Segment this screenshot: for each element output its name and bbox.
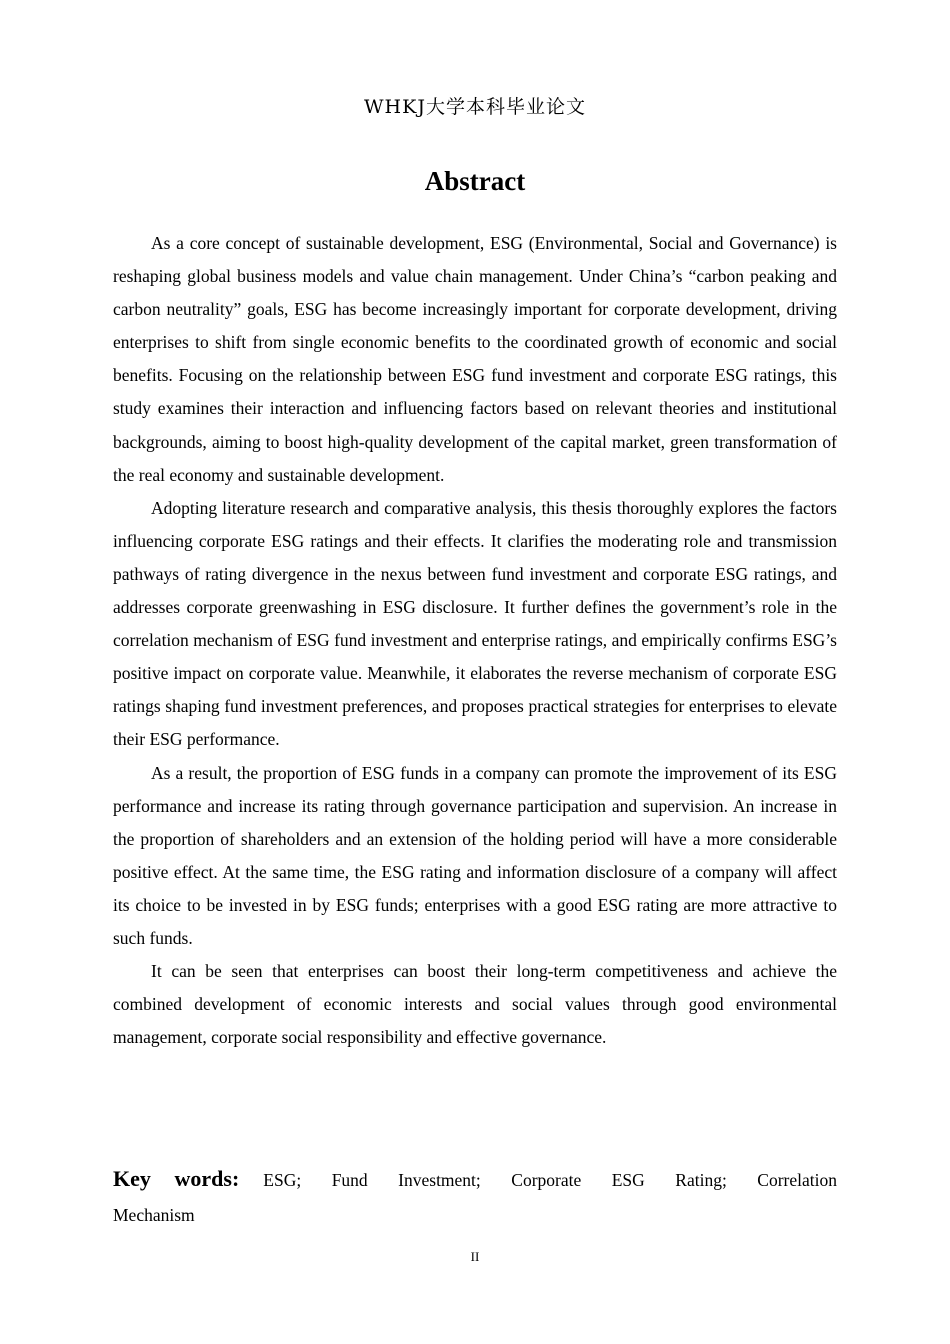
abstract-body <box>113 227 837 1054</box>
abstract-paragraph-1: As a core concept of sustainable development, ESG (Environmental, Social and Governance) is reshaping global business models and value chain management. Under China’s “carbon peaking and carbon neutrality” goals, ESG has become increasingly important for corporate development, driving enterprises to shift from single economic benefits to the coordinated growth of economic and social benefits. Focusing on the relationship between ESG fund investment and corporate ESG ratings, this study examines their interaction and influencing factors based on relevant theories and institutional backgrounds, aiming to boost high-quality development of the capital market, green transformation of the real economy and sustainable development. <box>113 233 837 485</box>
abstract-paragraph-3: As a result, the proportion of ESG funds in a company can promote the improvement of its ESG performance and increase its rating through governance participation and supervision. An increase in the proportion of shareholders and an extension of the holding period will have a more considerable positive effect. At the same time, the ESG rating and information disclosure of a company will affect its choice to be invested in by ESG funds; enterprises with a good ESG rating are more attractive to such funds. <box>113 762 837 948</box>
keywords-label: Key words: <box>113 1166 240 1191</box>
keywords-section <box>113 1161 837 1233</box>
page-number: II <box>470 1249 480 1264</box>
keywords-list: ESG; Fund Investment; Corporate ESG Rating; Correlation Mechanism <box>113 1170 837 1225</box>
running-header: WHKJ大学本科毕业论文 <box>364 96 586 118</box>
abstract-paragraph-4: It can be seen that enterprises can boost their long-term competitiveness and achieve the combined development of economic interests and social values through good environmental management, corporate social responsibility and effective governance. <box>113 961 837 1048</box>
abstract-title: Abstract <box>424 166 526 196</box>
abstract-paragraph-2: Adopting literature research and comparative analysis, this thesis thoroughly explores the factors influencing corporate ESG ratings and their effects. It clarifies the moderating role and transmission pathways of rating divergence in the nexus between fund investment and corporate ESG ratings, and addresses corporate greenwashing in ESG disclosure. It further defines the government’s role in the correlation mechanism of ESG fund investment and enterprise ratings, and empirically confirms ESG’s positive impact on corporate value. Meanwhile, it elaborates the reverse mechanism of corporate ESG ratings shaping fund investment preferences, and proposes practical strategies for enterprises to elevate their ESG performance. <box>113 497 837 750</box>
